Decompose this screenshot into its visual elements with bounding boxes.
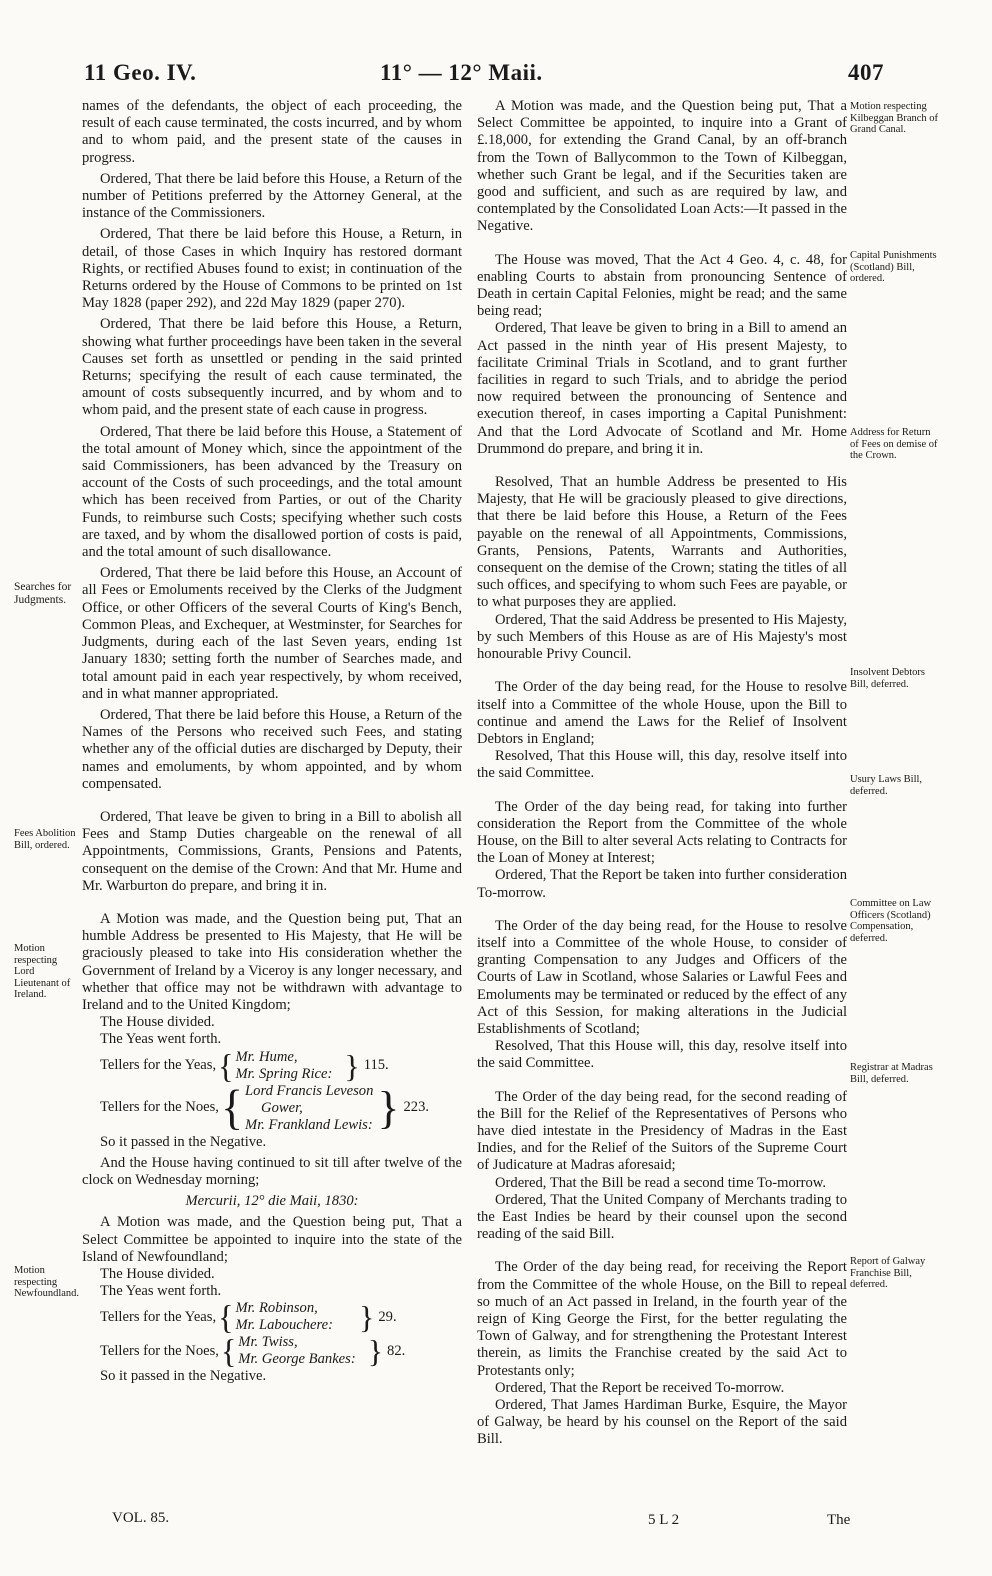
paragraph: Ordered, That there be laid before this House, a Statement of the total amount of Money which, since the appointment of the said Commissioners, has been advanced by the Treasury on account of the Costs of such proceedings, and the total amount which has been received from Parties, or out of the Charity Funds, to reimburse such Costs; specifying whether such costs are taxed, and by whom the disallowed portion of costs is paid, and the total amount of such disallowance. bbox=[82, 423, 462, 561]
vote-count: 223. bbox=[403, 1099, 430, 1116]
margin-note-law-officers: Committee on Law Officers (Scotland) Compensation, deferred. bbox=[850, 898, 932, 944]
paragraph: names of the defendants, the object of each proceeding, the result of each cause terminated, the costs incurred, and by whom and to whom paid, and the present state of the causes in progress. bbox=[82, 98, 462, 166]
brace-icon: { bbox=[220, 1080, 244, 1135]
paragraph: Ordered, That the United Company of Merchants trading to the East Indies be heard by their counsel upon the second reading of the said Bill. bbox=[477, 1191, 847, 1243]
margin-note-galway: Report of Galway Franchise Bill, deferred. bbox=[850, 1256, 926, 1290]
paragraph: A Motion was made, and the Question being put, That a Select Committee be appointed, to inquire into a Grant of £.18,000, for extending the Grand Canal, by an off-branch from the Town of Ballycommon to the Town of Kilbeggan, whether such Grant be legal, and if the Securities taken are good and sufficient, and such as are required by law, and contemplated by the Consolidated Loan Acts:—It passed in the Negative. bbox=[477, 98, 847, 235]
volume-number: VOL. 85. bbox=[112, 1510, 170, 1526]
paragraph: The House was moved, That the Act 4 Geo. 4, c. 48, for enabling Courts to abstain from pronouncing Sentence of Death in certain Capital Felonies, might be read; and the same being read; bbox=[477, 251, 847, 320]
left-column bbox=[82, 98, 462, 1386]
paragraph: The Order of the day being read, for receiving the Report from the Committee of the whole House, on the Bill to repeal so much of an Act passed in Ireland, in the fourth year of the reign of King George the First, for the better regulating the Town of Galway, and for strengthening the Protestant Interest therein, as limits the Franchise created by the said Act to Protestants only; bbox=[477, 1259, 847, 1379]
header-dates: 11° — 12° Maii. bbox=[380, 60, 543, 85]
tellers-label: Tellers for the Noes, bbox=[100, 1342, 219, 1359]
teller-name: Mr. Hume, bbox=[235, 1048, 298, 1065]
paragraph: Ordered, That the said Address be presented to His Majesty, by such Members of this House as are of His Majesty's most honourable Privy Council. bbox=[477, 611, 847, 663]
header-regnal-year: 11 Geo. IV. bbox=[84, 60, 197, 85]
teller-name: Lord Francis Leveson bbox=[245, 1082, 374, 1099]
paragraph: Resolved, That an humble Address be presented to His Majesty, that He will be graciously pleased to give directions, that there be laid before this House, a Return of the Fees payable on the renewal of all Appointments, Commissions, Grants, Pensions, Patents, Warrants and Authorities, consequent on the demise of the Crown; stating the titles of all such offices, and specifying to whom such Fees are payable, or to what purposes they are applied. bbox=[477, 474, 847, 611]
margin-note-lord-lieutenant: Motion respecting Lord Lieutenant of Ireland. bbox=[14, 943, 71, 1000]
brace-icon: } bbox=[377, 1082, 400, 1134]
paragraph: Ordered, That there be laid before this House, an Account of all Fees or Emoluments received by the Clerks of the Judgment Office, or other Officers of the several Courts of King's Bench, Common Pleas, and Exchequer, at Westminster, for Searches for Judgments, during each of the last Seven years, ending 1st January 1830; setting forth the number of Searches made, and total amount paid in each year respectively, by whom received, and in what manner appropriated. bbox=[82, 565, 462, 702]
paragraph: A Motion was made, and the Question being put, That a Select Committee be appointed to inquire into the state of the Island of Newfoundland; bbox=[82, 1214, 462, 1265]
vote-count: 115. bbox=[363, 1056, 389, 1073]
division-text: The Yeas went forth. bbox=[100, 1283, 222, 1300]
division-text: The House divided. bbox=[100, 1014, 215, 1031]
tellers-yeas bbox=[100, 1046, 462, 1085]
teller-name: Mr. Labouchere: bbox=[235, 1317, 334, 1334]
tellers-label: Tellers for the Yeas, bbox=[100, 1308, 217, 1325]
teller-name: Gower, bbox=[261, 1099, 303, 1116]
paragraph: Ordered, That leave be given to bring in a Bill to amend an Act passed in the ninth year of His present Majesty, to facilitate Criminal Trials in Scotland, and to grant further facilities in regard to such Trials, and to abridge the period now required between the pronouncing of Sentence and execution thereof, in cases importing a Capital Punishment: And that the Lord Advocate of Scotland and Mr. Home Drummond do prepare, and bring it in. bbox=[477, 320, 847, 457]
paragraph: Ordered, That the Report be received To-morrow. bbox=[495, 1379, 785, 1396]
teller-name: Mr. Twiss, bbox=[238, 1334, 298, 1351]
teller-name: Mr. Frankland Lewis: bbox=[245, 1116, 373, 1133]
paragraph: Ordered, That there be laid before this House, a Return of the Names of the Persons who received such Fees, and stating whether any of the official duties are discharged by Deputy, their names and emoluments, by whom appointed, and by whom compensated. bbox=[82, 706, 462, 792]
division-text: The House divided. bbox=[100, 1265, 215, 1282]
page-number: 407 bbox=[848, 60, 884, 85]
paragraph: And the House having continued to sit till after twelve of the clock on Wednesday morning; bbox=[82, 1154, 462, 1188]
paragraph: Resolved, That this House will, this day, resolve itself into the said Committee. bbox=[477, 748, 847, 782]
tellers-label: Tellers for the Noes, bbox=[100, 1099, 219, 1116]
catchword: The bbox=[827, 1512, 851, 1528]
paragraph: Ordered, That the Bill be read a second time To-morrow. bbox=[495, 1174, 827, 1191]
paragraph: The Order of the day being read, for the House to resolve itself into a Committee of the whole House, to consider of granting Compensation to any Judges and Officers of the Courts of Law in Scotland, whose Salaries or Lawful Fees and Emoluments may be terminated or reduced by the effect of any Act of this Session, for making alterations in the Judicial Establishments of Scotland; bbox=[477, 917, 847, 1037]
vote-count: 82. bbox=[387, 1342, 406, 1359]
paragraph: Ordered, That James Hardiman Burke, Esquire, the Mayor of Galway, be heard by his counsel on the Report of the said Bill. bbox=[477, 1397, 847, 1448]
brace-icon: { bbox=[220, 1332, 237, 1371]
signature-mark: 5 L 2 bbox=[648, 1512, 680, 1528]
margin-note-capital: Capital Punishments (Scotland) Bill, ordered. bbox=[850, 250, 937, 284]
brace-icon: } bbox=[344, 1047, 360, 1084]
tellers-yeas bbox=[100, 1298, 462, 1337]
tellers-label: Tellers for the Yeas, bbox=[100, 1056, 217, 1073]
right-column bbox=[477, 98, 847, 1449]
brace-icon: } bbox=[367, 1333, 384, 1370]
paragraph: Ordered, That there be laid before this House, a Return, showing what further proceedings have been taken in the several Causes set forth as unsettled or pending in the said printed Returns; specifying the result of each cause terminated, the amount of costs subsequently incurred, and by whom and to whom paid, and the present state of each cause in progress. bbox=[82, 316, 462, 419]
tellers-noes bbox=[100, 1332, 462, 1371]
division-text: The Yeas went forth. bbox=[100, 1031, 222, 1048]
teller-name: Mr. Spring Rice: bbox=[235, 1065, 333, 1082]
teller-name: Mr. Robinson, bbox=[235, 1300, 318, 1317]
margin-note-fees-abolition: Fees Abolition Bill, ordered. bbox=[14, 828, 76, 851]
paragraph: Ordered, That there be laid before this House, a Return, in detail, of those Cases in which Inquiry has restored dormant Rights, or rectified Abuses found to exist; in continuation of the Returns ordered by the House of Commons to be printed on 1st May 1828 (paper 292), and 22d May 1829 (paper 270). bbox=[82, 226, 462, 312]
brace-icon: } bbox=[359, 1299, 375, 1336]
paragraph: Ordered, That there be laid before this House, a Return of the number of Petitions preferred by the Attorney General, at the instance of the Commissioners. bbox=[82, 170, 462, 222]
brace-icon: { bbox=[218, 1298, 234, 1337]
margin-note-usury: Usury Laws Bill, deferred. bbox=[850, 774, 923, 797]
date-text: Mercurii, 12° die Maii, 1830: bbox=[185, 1193, 359, 1210]
margin-note-searches: Searches for Judgments. bbox=[14, 581, 72, 606]
sitting-date bbox=[82, 1193, 462, 1210]
vote-count: 29. bbox=[378, 1308, 397, 1325]
paragraph: Ordered, That leave be given to bring in a Bill to abolish all Fees and Stamp Duties chargeable on the renewal of all Appointments, Commissions, Grants, Pensions and Patents, consequent on the demise of the Crown: And that Mr. Hume and Mr. Warburton do prepare, and bring it in. bbox=[82, 808, 462, 894]
paragraph: Ordered, That the Report be taken into further consideration To-morrow. bbox=[477, 867, 847, 901]
running-header bbox=[0, 60, 992, 94]
brace-icon: { bbox=[218, 1046, 234, 1085]
paragraph: A Motion was made, and the Question being put, That an humble Address be presented to His Majesty, that He will be graciously pleased to take into His consideration whether the Government of Ireland by a Viceroy is any longer necessary, and whether that office may not be withdrawn with advantage to Ireland and to the United Kingdom; bbox=[82, 910, 462, 1013]
tellers-noes bbox=[100, 1080, 462, 1135]
margin-note-address: Address for Return of Fees on demise of the Crown. bbox=[850, 427, 938, 461]
margin-note-kilbeggan: Motion respecting Kilbeggan Branch of Grand Canal. bbox=[850, 101, 939, 135]
paragraph: The Order of the day being read, for the second reading of the Bill for the Relief of the Representatives of Persons who have died intestate in the Presidency of Madras in the East Indies, and for the Relief of the Suitors of the Supreme Court of Judicature at Madras aforesaid; bbox=[477, 1088, 847, 1174]
margin-note-madras: Registrar at Madras Bill, deferred. bbox=[850, 1062, 933, 1085]
margin-note-insolvent: Insolvent Debtors Bill, deferred. bbox=[850, 667, 925, 690]
margin-note-newfoundland: Motion respecting Newfoundland. bbox=[14, 1265, 80, 1299]
division-result: So it passed in the Negative. bbox=[100, 1133, 267, 1150]
paragraph: The Order of the day being read, for the House to resolve itself into a Committee of the whole House, upon the Bill to continue and amend the Laws for the Relief of Insolvent Debtors in England; bbox=[477, 679, 847, 747]
division-result: So it passed in the Negative. bbox=[100, 1368, 267, 1385]
teller-name: Mr. George Bankes: bbox=[238, 1351, 356, 1368]
paragraph: The Order of the day being read, for taking into further consideration the Report from the Committee of the whole House, on the Bill to alter several Acts relating to Contracts for the Loan of Money at Interest; bbox=[477, 798, 847, 867]
paragraph: Resolved, That this House will, this day, resolve itself into the said Committee. bbox=[477, 1038, 847, 1072]
